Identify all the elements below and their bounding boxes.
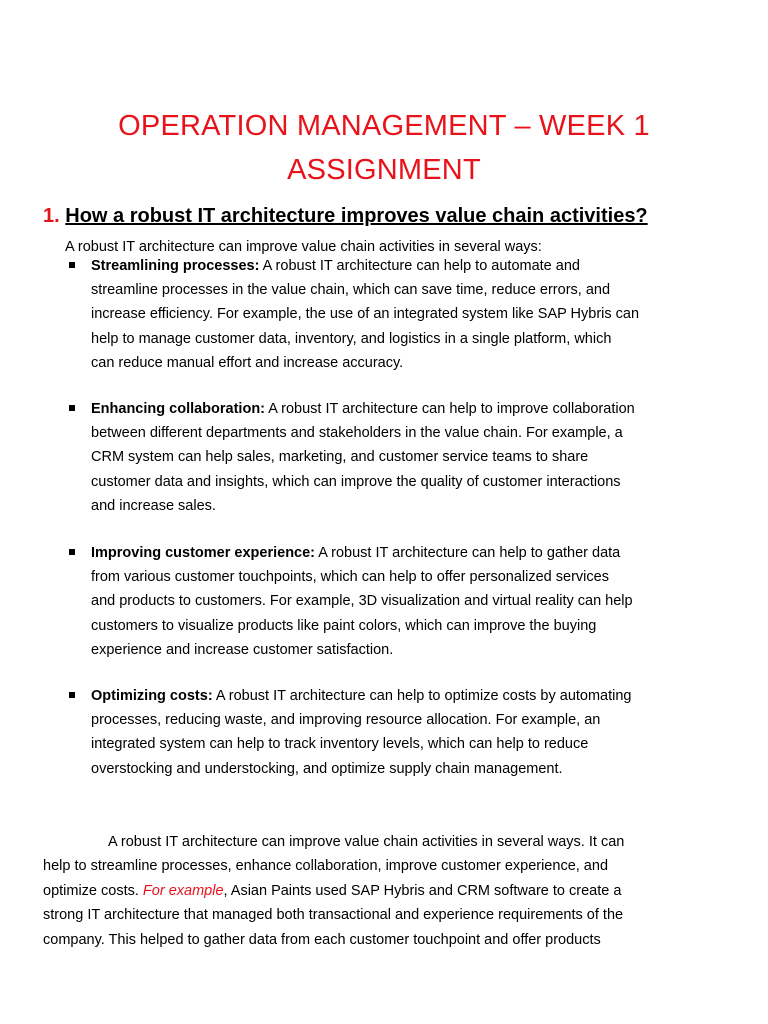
intro-paragraph: A robust IT architecture can improve value chain activities in several ways: [65,239,542,255]
conclusion-text: optimize costs. [43,882,143,899]
bullet-line: experience and increase customer satisfaction. [91,641,394,658]
bullet-line: integrated system can help to track inventory levels, which can help to reduce [91,736,589,753]
document-title-line-2: ASSIGNMENT [287,154,481,186]
bullet-streamlining-processes [91,254,731,375]
bullet-line: customer data and insights, which can improve the quality of customer interactions [91,473,621,490]
conclusion-paragraph [43,830,733,952]
bullet-line [91,254,731,278]
bullet-label: Streamlining processes: [91,258,260,274]
conclusion-line: company. This helped to gather data from each customer touchpoint and offer products [43,931,601,948]
bullet-line: CRM system can help sales, marketing, and customer service teams to share [91,449,589,466]
bullet-optimizing-costs [91,684,731,781]
bullet-line: can reduce manual effort and increase accuracy. [91,354,404,371]
bullet-line: overstocking and understocking, and optimize supply chain management. [91,760,563,777]
bullet-text: A robust IT architecture can help to gather data [315,545,621,561]
document-title-line-1: OPERATION MANAGEMENT – WEEK 1 [118,110,650,142]
question-number: 1. [43,205,60,227]
bullet-label: Improving customer experience: [91,545,316,561]
square-bullet-icon [69,262,75,268]
bullet-line: between different departments and stakeholders in the value chain. For example, a [91,425,623,442]
bullet-label: Enhancing collaboration: [91,401,266,417]
question-heading [43,202,648,230]
bullet-line: increase efficiency. For example, the use of an integrated system like SAP Hybris can [91,306,640,323]
bullet-line [91,397,731,421]
bullet-text: A robust IT architecture can help to automate and [259,258,580,274]
conclusion-line [43,830,733,854]
bullet-line [91,541,731,565]
example-highlight: For example [142,882,224,899]
bullet-line: help to manage customer data, inventory, and logistics in a single platform, which [91,330,612,347]
bullet-line: and products to customers. For example, 3D visualization and virtual reality can help [91,593,633,610]
question-text: How a robust IT architecture improves value chain activities? [65,205,648,227]
bullet-line [91,684,731,708]
conclusion-line: strong IT architecture that managed both transactional and experience requirements of the [43,907,624,924]
bullet-line: processes, reducing waste, and improving resource allocation. For example, an [91,712,601,729]
bullet-line: from various customer touchpoints, which can help to offer personalized services [91,569,609,586]
conclusion-text: , Asian Paints used SAP Hybris and CRM software to create a [223,882,622,899]
bullet-label: Optimizing costs: [91,688,213,704]
bullet-line: and increase sales. [91,497,216,514]
bullet-enhancing-collaboration [91,397,731,518]
bullet-text: A robust IT architecture can help to improve collaboration [265,401,635,417]
conclusion-line [43,879,733,903]
bullet-improving-customer-experience [91,541,731,662]
conclusion-text: A robust IT architecture can improve value chain activities in several ways. It can [108,834,625,850]
conclusion-line: help to streamline processes, enhance collaboration, improve customer experience, and [43,858,609,875]
square-bullet-icon [69,692,75,698]
bullet-line: customers to visualize products like paint colors, which can improve the buying [91,617,597,634]
bullet-text: A robust IT architecture can help to optimize costs by automating [212,688,632,704]
square-bullet-icon [69,405,75,411]
square-bullet-icon [69,549,75,555]
bullet-line: streamline processes in the value chain, which can save time, reduce errors, and [91,282,611,299]
